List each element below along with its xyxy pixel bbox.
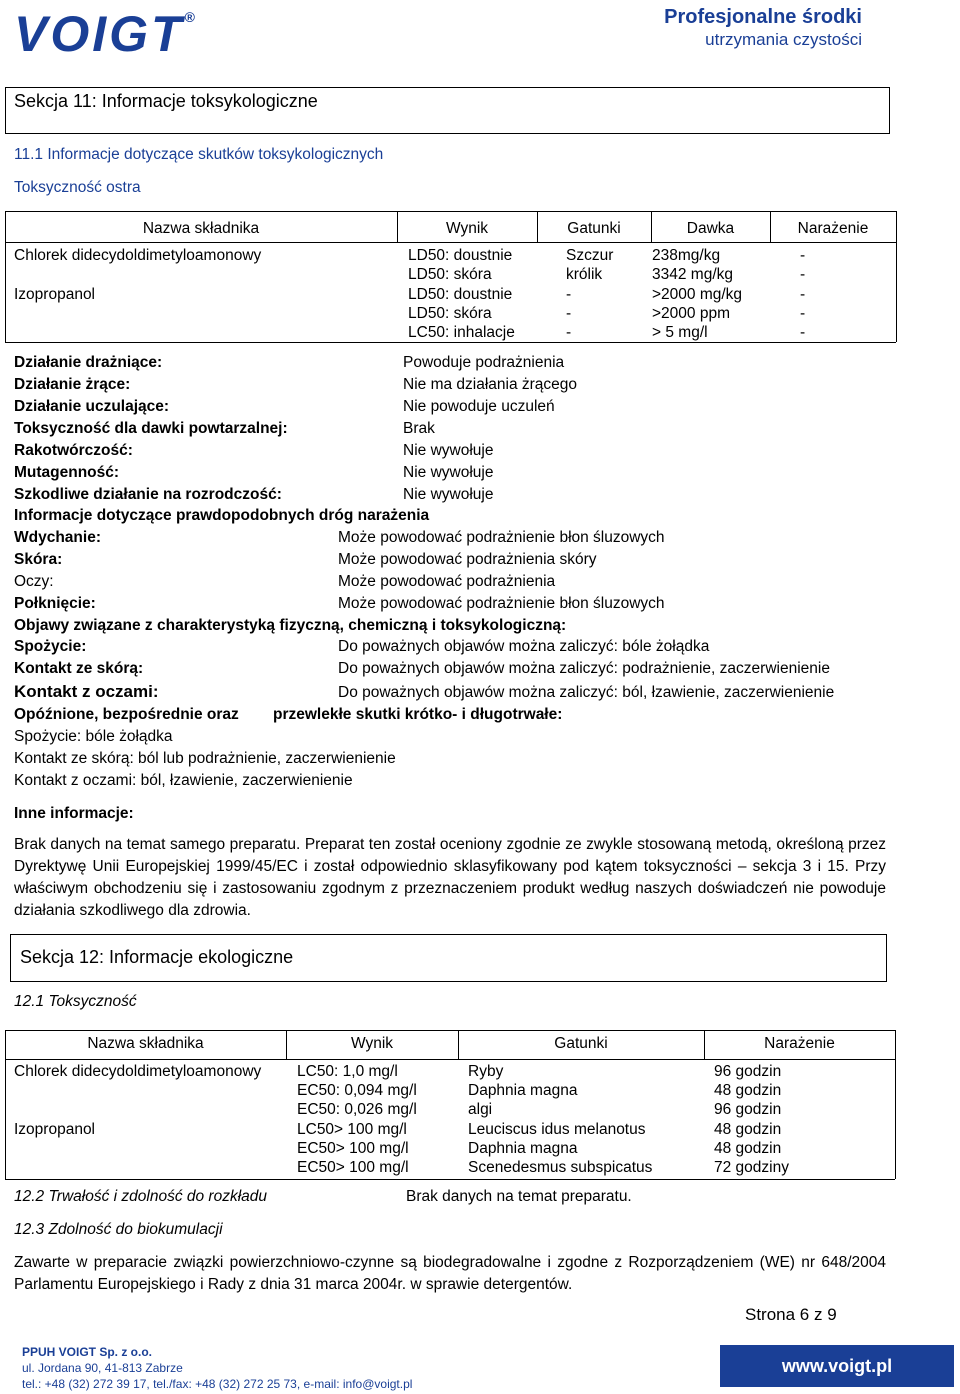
section12-title: Sekcja 12: Informacje ekologiczne xyxy=(20,947,294,967)
acute-toxicity-label: Toksyczność ostra xyxy=(14,179,141,196)
table-cell: Ryby xyxy=(468,1063,504,1080)
effect-label: Działanie żrące: xyxy=(14,376,131,393)
table-cell: Daphnia magna xyxy=(468,1082,578,1099)
table-row: Izopropanol xyxy=(14,1121,96,1138)
effect-label: Działanie drażniące: xyxy=(14,354,163,371)
footer-company: PPUH VOIGT Sp. z o.o. xyxy=(22,1345,153,1359)
effect-value: Nie wywołuje xyxy=(403,442,494,459)
route-label: Skóra: xyxy=(14,551,63,568)
eco-header-name: Nazwa składnika xyxy=(87,1035,204,1052)
table-cell: Szczur xyxy=(566,247,614,264)
table-cell: 48 godzin xyxy=(714,1121,782,1138)
section11-title-box xyxy=(5,87,890,134)
table-cell: - xyxy=(800,305,806,322)
delayed-label-b: przewlekłe skutki krótko- i długotrwałe: xyxy=(273,706,563,723)
footer-contact: tel.: +48 (32) 272 39 17, tel./fax: +48 (32) 272 25 73, e-mail: info@voigt.pl xyxy=(22,1377,413,1391)
table-cell: LD50: doustnie xyxy=(408,286,513,303)
delayed-label-a: Opóźnione, bezpośrednie oraz xyxy=(14,706,239,723)
effect-value: Powoduje podrażnienia xyxy=(403,354,565,371)
table-cell: EC50: 0,026 mg/l xyxy=(297,1101,417,1118)
table-cell: 3342 mg/kg xyxy=(652,266,733,283)
route-label: Oczy: xyxy=(14,573,54,590)
table-cell: - xyxy=(566,324,572,341)
eco-header-result: Wynik xyxy=(350,1035,394,1052)
route-label: Połknięcie: xyxy=(14,595,96,612)
effect-value: Nie wywołuje xyxy=(403,464,494,481)
symptom-value: Do poważnych objawów można zaliczyć: ból, łzawienie, zaczerwienienie xyxy=(338,684,835,701)
route-value: Może powodować podrażnienia xyxy=(338,573,556,590)
table-cell: 48 godzin xyxy=(714,1082,782,1099)
table-cell: - xyxy=(800,266,806,283)
acute-header-name: Nazwa składnika xyxy=(142,220,260,237)
effect-value: Nie powoduje uczuleń xyxy=(403,398,555,415)
effect-value: Brak xyxy=(403,420,435,437)
acute-header-result: Wynik xyxy=(445,220,489,237)
table-cell: - xyxy=(800,324,806,341)
effect-label: Toksyczność dla dawki powtarzalnej: xyxy=(14,420,288,437)
table-cell: >2000 mg/kg xyxy=(652,286,743,303)
symptom-label: Spożycie: xyxy=(14,638,87,655)
symptom-label: Kontakt z oczami: xyxy=(14,682,159,701)
eco-header-species: Gatunki xyxy=(554,1035,608,1052)
table-cell: - xyxy=(800,286,806,303)
route-value: Może powodować podrażnienie błon śluzowych xyxy=(338,529,665,546)
table-cell: LC50: 1,0 mg/l xyxy=(297,1063,398,1080)
route-value: Może powodować podrażnienia skóry xyxy=(338,551,597,568)
symptom-value: Do poważnych objawów można zaliczyć: bóle żołądka xyxy=(338,638,710,655)
table-cell: - xyxy=(566,286,572,303)
table-cell: Scenedesmus subspicatus xyxy=(468,1159,653,1176)
table-cell: LD50: doustnie xyxy=(408,247,513,264)
footer-website-link[interactable]: www.voigt.pl xyxy=(720,1345,954,1387)
table-cell: LC50: inhalacje xyxy=(408,324,515,341)
table-cell: EC50: 0,094 mg/l xyxy=(297,1082,417,1099)
table-cell: 96 godzin xyxy=(714,1063,782,1080)
table-cell: Daphnia magna xyxy=(468,1140,578,1157)
table-cell: LC50> 100 mg/l xyxy=(297,1121,407,1138)
table-cell: - xyxy=(800,247,806,264)
effect-label: Mutagenność: xyxy=(14,464,120,481)
section12-sub3-text: Zawarte w preparacie związki powierzchniowo-czynne są biodegradowalne i zgodne z Rozporządzeniem (WE) nr 648/2004 Parlamentu Europejskiego i Rady z dnia 31 marca 2004r. w sprawie detergentów. xyxy=(14,1254,886,1293)
route-value: Może powodować podrażnienie błon śluzowych xyxy=(338,595,665,612)
route-label: Wdychanie: xyxy=(14,529,101,546)
table-row: Izopropanol xyxy=(14,286,96,303)
symptom-label: Kontakt ze skórą: xyxy=(14,660,144,677)
section12-sub2-value: Brak danych na temat preparatu. xyxy=(406,1188,632,1205)
effect-label: Szkodliwe działanie na rozrodczość: xyxy=(14,486,282,503)
table-cell: 238mg/kg xyxy=(652,247,721,264)
symptoms-title: Objawy związane z charakterystyką fizyczną, chemiczną i toksykologiczną: xyxy=(14,617,567,634)
table-cell: - xyxy=(566,305,572,322)
section11-subtitle: 11.1 Informacje dotyczące skutków toksykologicznych xyxy=(14,146,384,163)
effect-value: Nie ma działania żrącego xyxy=(403,376,578,393)
table-cell: algi xyxy=(468,1101,493,1118)
routes-title: Informacje dotyczące prawdopodobnych dróg narażenia xyxy=(14,507,430,524)
delayed-line: Spożycie: bóle żołądka xyxy=(14,728,173,745)
section12-sub1: 12.1 Toksyczność xyxy=(14,993,137,1010)
table-cell: > 5 mg/l xyxy=(652,324,708,341)
table-row: Chlorek didecydoldimetyloamonowy xyxy=(14,247,262,264)
other-info-text: Brak danych na temat samego preparatu. Preparat ten został oceniony zgodnie ze zwykle stosowaną metodą, określoną przez Dyrektywę Unii Europejskiej 1999/45/EC i został odpowiednio sklasyfikowany pod kątem toksyczności – sekcja 3 i 15. Przy właściwym obchodzeniu się i zastosowaniu zgodnym z przeznaczeniem produkt według naszych doświadczeń nie powoduje działania szkodliwego dla zdrowia. xyxy=(14,836,886,919)
footer-address: ul. Jordana 90, 41-813 Zabrze xyxy=(22,1361,183,1375)
section11-title: Sekcja 11: Informacje toksykologiczne xyxy=(14,91,318,111)
acute-header-species: Gatunki xyxy=(567,220,621,237)
tagline-line1: Profesjonalne środki xyxy=(664,6,862,28)
table-cell: LD50: skóra xyxy=(408,266,492,283)
effect-label: Działanie uczulające: xyxy=(14,398,170,415)
section12-sub2: 12.2 Trwałość i zdolność do rozkładu xyxy=(14,1188,268,1205)
other-info-label: Inne informacje: xyxy=(14,805,134,822)
delayed-line: Kontakt ze skórą: ból lub podrażnienie, zaczerwienienie xyxy=(14,750,396,767)
table-cell: 72 godziny xyxy=(714,1159,789,1176)
table-cell: EC50> 100 mg/l xyxy=(297,1159,409,1176)
tagline-line2: utrzymania czystości xyxy=(705,30,862,49)
effect-value: Nie wywołuje xyxy=(403,486,494,503)
company-logo: VOIGT® xyxy=(14,6,195,62)
eco-header-exposure: Narażenie xyxy=(764,1035,835,1052)
section12-title-box xyxy=(10,934,887,982)
table-cell: 48 godzin xyxy=(714,1140,782,1157)
delayed-line: Kontakt z oczami: ból, łzawienie, zaczerwienienie xyxy=(14,772,353,789)
acute-header-dose: Dawka xyxy=(686,220,735,237)
table-cell: Leuciscus idus melanotus xyxy=(468,1121,646,1138)
table-cell: 96 godzin xyxy=(714,1101,782,1118)
symptom-value: Do poważnych objawów można zaliczyć: podrażnienie, zaczerwienienie xyxy=(338,660,830,677)
table-cell: EC50> 100 mg/l xyxy=(297,1140,409,1157)
section12-sub3: 12.3 Zdolność do biokumulacji xyxy=(14,1221,223,1238)
table-row: Chlorek didecydoldimetyloamonowy xyxy=(14,1063,262,1080)
table-cell: LD50: skóra xyxy=(408,305,492,322)
effect-label: Rakotwórczość: xyxy=(14,442,133,459)
table-cell: >2000 ppm xyxy=(652,305,730,322)
table-cell: królik xyxy=(566,266,603,283)
acute-header-exposure: Narażenie xyxy=(797,220,869,237)
page-number: Strona 6 z 9 xyxy=(745,1305,837,1324)
